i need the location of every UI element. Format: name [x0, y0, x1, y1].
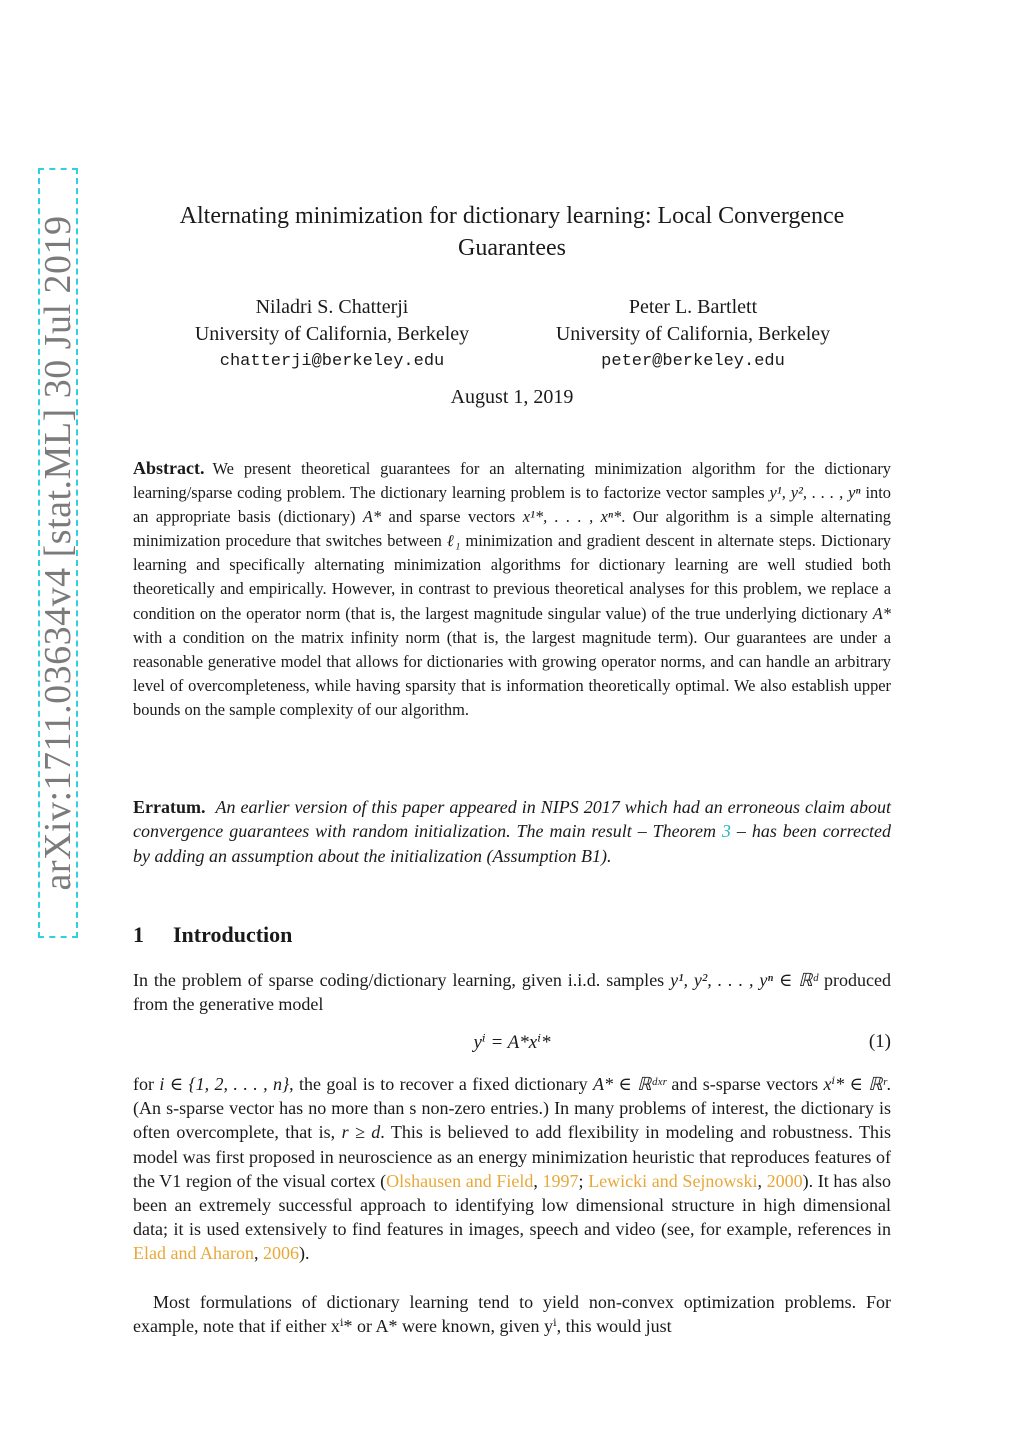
citation-link[interactable]: Elad and Aharon	[133, 1243, 254, 1264]
body-text: produced from the generative model	[133, 970, 891, 1015]
erratum-label: Erratum.	[133, 797, 206, 817]
math-inline: ℓ₁	[446, 531, 461, 551]
body-text: In the problem of sparse coding/dictionary learning, given i.i.d. samples	[133, 970, 671, 990]
theorem-ref-link[interactable]: 3	[721, 821, 731, 842]
body-text: . (An s-sparse vector has no more than s non-zero entries.) In many problems of interest, the dictionary is often overcomplete, that is,	[133, 1074, 891, 1143]
math-inline: A* ∈ ℝᵈˣʳ	[593, 1074, 667, 1094]
abstract-text: into an appropriate basis (dictionary)	[133, 483, 891, 527]
abstract-label: Abstract.	[133, 458, 205, 478]
citation-link[interactable]: Lewicki and Sejnowski	[588, 1170, 758, 1191]
section-title: Introduction	[173, 922, 293, 947]
erratum-text: An earlier version of this paper appeared in NIPS 2017 which had an erroneous claim about convergence guarantees with random initialization. The main result – Theorem	[133, 797, 891, 842]
math-inline: i ∈ {1, 2, . . . , n}	[159, 1074, 290, 1094]
intro-paragraph-3: Most formulations of dictionary learning tend to yield non-convex optimization problems. For example, note that if either xⁱ* or A* were known, given yⁱ, this would just	[133, 1292, 891, 1337]
math-inline: r ≥ d	[341, 1122, 381, 1143]
abstract	[133, 456, 891, 722]
body-text: for	[133, 1074, 160, 1094]
abstract-text: We present theoretical guarantees for an alternating minimization algorithm for the dictionary learning/sparse coding problem. The dictionary learning problem is to factorize vector samples	[133, 459, 891, 503]
paper-date: August 1, 2019	[450, 386, 574, 408]
citation-link[interactable]: Olshausen and Field	[386, 1170, 534, 1191]
citation-year-link[interactable]: 2000	[766, 1170, 803, 1191]
intro-paragraph-2: for i ∈ {1, 2, . . . , n}, the goal is to recover a fixed dictionary A* ∈ ℝᵈˣʳ and s-sparse vectors xⁱ* ∈ ℝʳ. (An s-sparse vector has no more than s non-zero entries.) In many problems of interest, the dictionary is often overcomplete, that is, r ≥ d. This is believed to add flexibility in modeling and robustness. This model was first proposed in neuroscience as an energy minimization heuristic that reproduces features of the V1 region of the visual cortex (Olshausen and Field, 1997; Lewicki and Sejnowski, 2000). It has also been an extremely successful approach to identifying low dimensional structure in high dimensional data; it is used extensively to find features in images, speech and video (see, for example, references in Elad and Aharon, 2006).	[133, 1074, 892, 1264]
author-email[interactable]: peter@berkeley.edu	[601, 352, 785, 371]
citation-year-link[interactable]: 1997	[542, 1170, 579, 1191]
math-inline: A*	[362, 507, 382, 527]
author-email[interactable]: chatterji@berkeley.edu	[219, 352, 445, 371]
erratum-text: – has been corrected by adding an assumption about the initialization (Assumption B1).	[133, 821, 891, 866]
section-number: 1	[133, 922, 144, 947]
abstract-text: minimization and gradient descent in alternate steps. Dictionary learning and specifically alternating minimization algorithms for dictionary learning are well studied both theoretically and empirically. However, in contrast to previous theoretical analyses for this problem, we replace a condition on the operator norm (that is, the largest magnitude singular value) of the true underlying dictionary	[133, 531, 892, 623]
section-heading	[133, 922, 891, 948]
math-inline: A*	[872, 603, 891, 623]
author-affiliation: University of California, Berkeley	[555, 323, 831, 345]
math-inline: x¹*, . . . , xⁿ*	[522, 507, 622, 527]
math-inline: y¹, y², . . . , yⁿ ∈ ℝᵈ	[670, 970, 819, 990]
math-inline: xⁱ* ∈ ℝʳ	[823, 1074, 887, 1094]
body-text: and s-sparse vectors	[666, 1074, 824, 1094]
intro-paragraph-1	[133, 968, 891, 1016]
body-text: ).	[298, 1243, 310, 1264]
abstract-text: with a condition on the matrix infinity norm (that is, the largest magnitude term). Our guarantees are under a reasonable generative model that allows for dictionaries with growing operator norms, and can handle an arbitrary level of overcompleteness, while having sparsity that is information theoretically optimal. We also establish upper bounds on the sample complexity of our algorithm.	[133, 627, 891, 719]
body-text: , the goal is to recover a fixed dictionary	[289, 1074, 594, 1094]
equation-body: yⁱ = A*xⁱ*	[473, 1032, 551, 1053]
abstract-text: . Our algorithm is a simple alternating minimization procedure that switches between	[133, 507, 892, 551]
abstract-text: and sparse vectors	[381, 507, 523, 527]
author-name: Peter L. Bartlett	[628, 296, 758, 318]
author-1	[167, 294, 497, 375]
author-name: Niladri S. Chatterji	[255, 296, 409, 318]
equation-1	[133, 1031, 891, 1057]
author-affiliation: University of California, Berkeley	[194, 323, 470, 345]
equation-number: (1)	[868, 1031, 891, 1052]
author-2	[528, 294, 858, 375]
arxiv-stamp: arXiv:1711.03634v4 [stat.ML] 30 Jul 2019	[37, 215, 79, 891]
body-text: . This is believed to add flexibility in modeling and robustness. This model was first proposed in neuroscience as an energy minimization heuristic that reproduces features of the V1 region of the visual cortex (	[133, 1122, 892, 1191]
body-text: ). It has also been an extremely successful approach to identifying low dimensional structure in high dimensional data; it is used extensively to find features in images, speech and video (see, for example, references in	[133, 1170, 892, 1240]
paper-title: Alternating minimization for dictionary learning: Local Convergence Guarantees	[179, 203, 845, 261]
citation-year-link[interactable]: 2006	[262, 1243, 299, 1264]
math-inline: y¹, y², . . . , yⁿ	[769, 483, 861, 503]
erratum	[133, 795, 891, 868]
